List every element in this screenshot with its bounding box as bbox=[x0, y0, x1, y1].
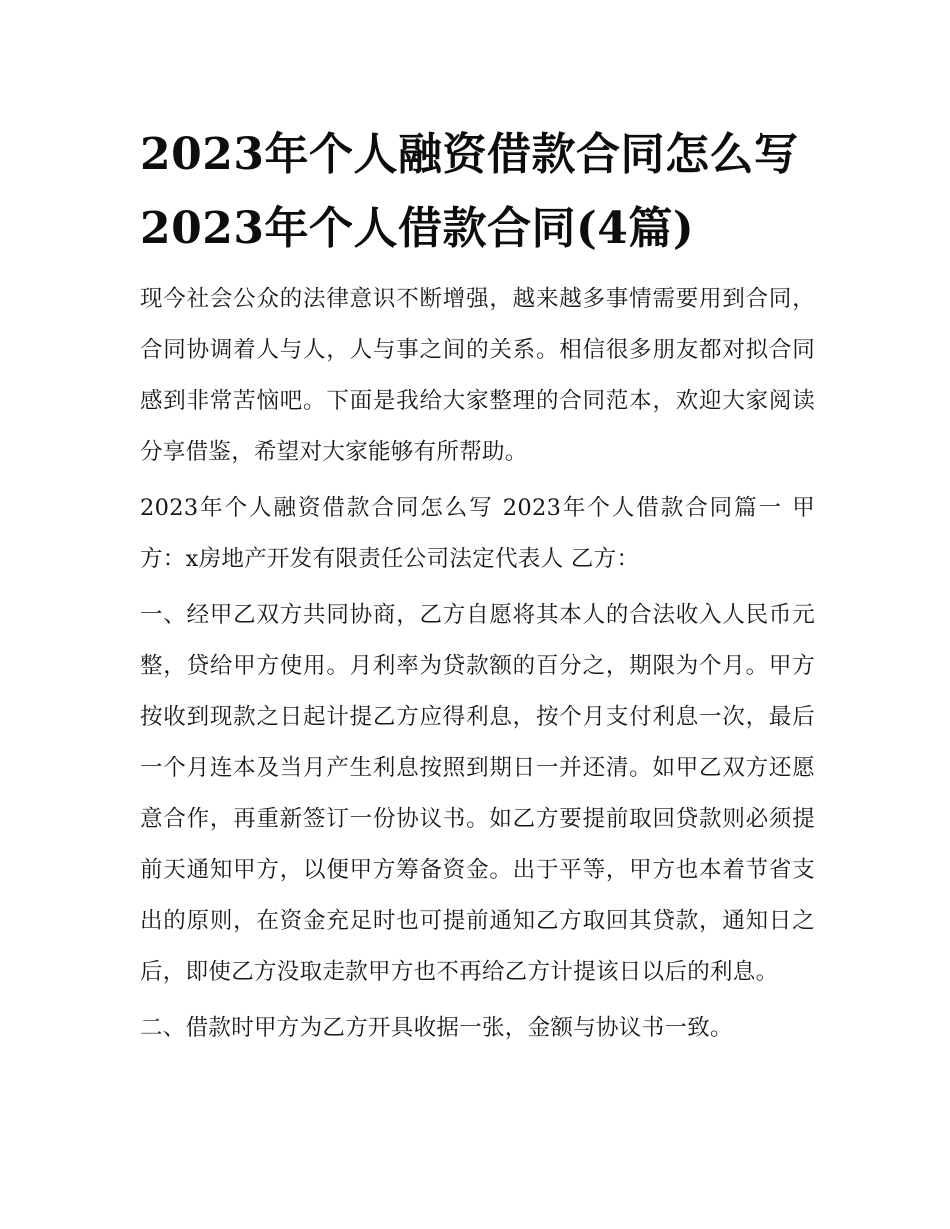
clause-one-paragraph: 一、经甲乙双方共同协商，乙方自愿将其本人的合法收入人民币元整，贷给甲方使用。月利率为贷款额的百分之，期限为个月。甲方按收到现款之日起计提乙方应得利息，按个月支付利息一次，最后一个月连本及当月产生利息按照到期日一并还清。如甲乙双方还愿意合作，再重新签订一份协议书。如乙方要提前取回贷款则必须提前天通知甲方，以便甲方筹备资金。出于平等，甲方也本着节省支出的原则，在资金充足时也可提前通知乙方取回其贷款，通知日之后，即使乙方没取走款甲方也不再给乙方计提该日以后的利息。 bbox=[140, 602, 815, 985]
document-body bbox=[140, 118, 815, 1059]
clause-two-paragraph: 二、借款时甲方为乙方开具收据一张，金额与协议书一致。 bbox=[140, 1015, 733, 1041]
intro-paragraph: 现今社会公众的法律意识不断增强，越来越多事情需要用到合同，合同协调着人与人，人与事之间的关系。相信很多朋友都对拟合同感到非常苦恼吧。下面是我给大家整理的合同范本，欢迎大家阅读分享借鉴，希望对大家能够有所帮助。 bbox=[140, 286, 815, 465]
document-title: 2023年个人融资借款合同怎么写 2023年个人借款合同(4篇) bbox=[140, 129, 799, 254]
contract-header-paragraph: 2023年个人融资借款合同怎么写 2023年个人借款合同篇一 甲方：x房地产开发有限责任公司法定代表人 乙方： bbox=[140, 495, 815, 572]
